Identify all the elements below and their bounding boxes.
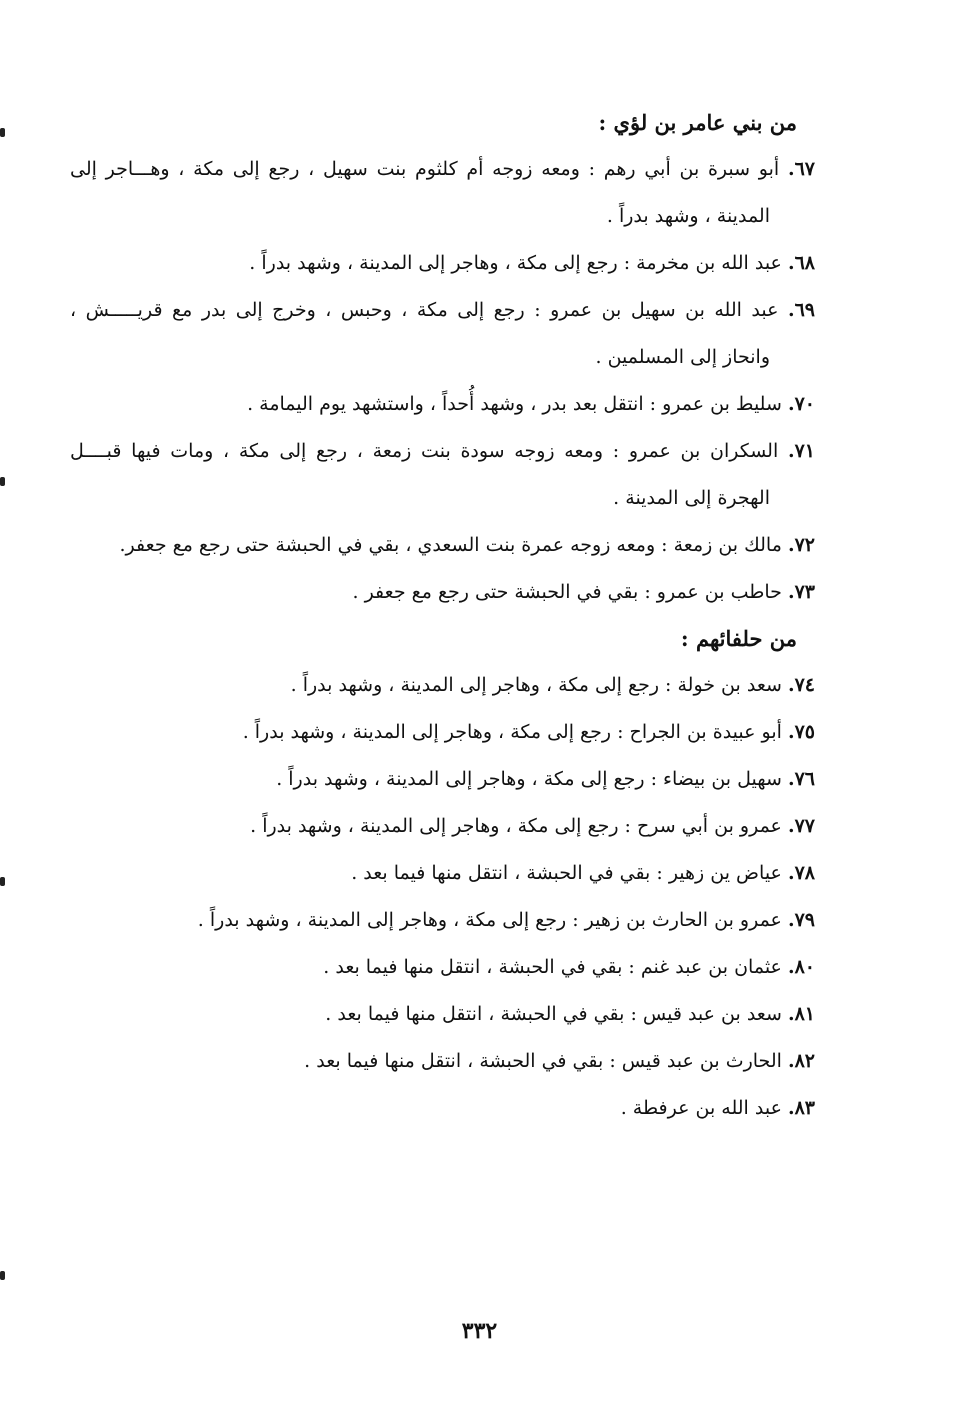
entry-text: سهيل بن بيضاء : رجع إلى مكة ، وهاجر إلى المدينة ، وشهد بدراً .	[276, 768, 782, 790]
entry-number: ٨٠.	[787, 956, 815, 978]
list-item	[70, 991, 815, 1038]
entry-text: عمرو بن أبي سرح : رجع إلى مكة ، وهاجر إلى المدينة ، وشهد بدراً .	[250, 815, 782, 837]
list-item	[70, 662, 815, 709]
entry-number: ٧٠.	[787, 393, 815, 415]
entry-number: ٧٢.	[787, 534, 815, 556]
entry-number: ٦٨.	[787, 252, 815, 274]
entry-number: ٨١.	[787, 1003, 815, 1025]
entry-text: مالك بن زمعة : ومعه زوجه عمرة بنت السعدي ، بقي في الحبشة حتى رجع مع جعفر.	[119, 534, 782, 556]
entry-number: ٦٧.	[787, 158, 815, 180]
entry-text: عياض ين زهير : بقي في الحبشة ، انتقل منها فيما بعد .	[351, 862, 782, 884]
list-item	[70, 381, 815, 428]
entry-text: عثمان بن عبد غنم : بقي في الحبشة ، انتقل منها فيما بعد .	[323, 956, 782, 978]
entry-text: أبو عبيدة بن الجراح : رجع إلى مكة ، وهاجر إلى المدينة ، وشهد بدراً .	[242, 721, 782, 743]
entry-text: سليط بن عمرو : انتقل بعد بدر ، وشهد أُحداً ، واستشهد يوم اليمامة .	[247, 393, 782, 415]
scan-margin-mark	[0, 1271, 5, 1280]
entry-number: ٧٦.	[787, 768, 815, 790]
entry-number: ٨٣.	[787, 1097, 815, 1119]
list-item	[70, 287, 815, 381]
list-item	[70, 944, 815, 991]
section-heading-bani-amir: من بني عامر بن لؤي :	[598, 110, 797, 135]
entry-text: السكران بن عمرو : ومعه زوجه سودة بنت زمعة ، رجع إلى مكة ، ومات فيها قبــــل	[70, 440, 779, 462]
scan-margin-mark	[0, 128, 5, 137]
list-item	[70, 522, 815, 569]
list-item	[70, 240, 815, 287]
list-item	[70, 709, 815, 756]
list-item	[70, 569, 815, 616]
entry-text-continuation: الهجرة إلى المدينة .	[613, 487, 770, 509]
list-item	[70, 146, 815, 240]
scan-margin-mark	[0, 877, 5, 886]
list-item	[70, 1085, 815, 1132]
scan-margin-mark	[0, 477, 5, 486]
entry-text: سعد بن عبد قيس : بقي في الحبشة ، انتقل منها فيما بعد .	[325, 1003, 782, 1025]
page-content	[70, 100, 815, 1132]
entry-text: الحارث بن عبد قيس : بقي في الحبشة ، انتقل منها فيما بعد .	[304, 1050, 782, 1072]
entry-number: ٦٩.	[787, 299, 815, 321]
list-item	[70, 1038, 815, 1085]
entry-text: أبو سبرة بن أبي رهم : ومعه زوجه أم كلثوم بنت سهيل ، رجع إلى مكة ، وهـــاجر إلى	[70, 158, 780, 180]
list-item	[70, 850, 815, 897]
page-number: ٣٣٢	[461, 1318, 498, 1344]
entry-number: ٧٩.	[787, 909, 815, 931]
entry-text: عمرو بن الحارث بن زهير : رجع إلى مكة ، وهاجر إلى المدينة ، وشهد بدراً .	[197, 909, 782, 931]
list-item	[70, 803, 815, 850]
entry-number: ٧١.	[787, 440, 815, 462]
entry-number: ٧٤.	[787, 674, 815, 696]
list-item	[70, 897, 815, 944]
entry-text: سعد بن خولة : رجع إلى مكة ، وهاجر إلى المدينة ، وشهد بدراً .	[290, 674, 782, 696]
entry-number: ٧٣.	[787, 581, 815, 603]
entry-number: ٧٨.	[787, 862, 815, 884]
entry-text-continuation: المدينة ، وشهد بدراً .	[606, 205, 770, 227]
entry-number: ٧٥.	[787, 721, 815, 743]
entry-text: عبد الله بن عرفطة .	[620, 1097, 782, 1119]
entry-number: ٨٢.	[787, 1050, 815, 1072]
list-item	[70, 756, 815, 803]
list-item	[70, 428, 815, 522]
entry-text-continuation: وانحاز إلى المسلمين .	[595, 346, 770, 368]
entry-number: ٧٧.	[787, 815, 815, 837]
entry-text: حاطب بن عمرو : بقي في الحبشة حتى رجع مع جعفر .	[352, 581, 782, 603]
entry-text: عبد الله بن مخرمة : رجع إلى مكة ، وهاجر إلى المدينة ، وشهد بدراً .	[249, 252, 782, 274]
section-heading-allies: من حلفائهم :	[680, 626, 797, 651]
entry-text: عبد الله بن سهيل بن عمرو : رجع إلى مكة ، وحبس ، وخرج إلى بدر مع قريـــــش ،	[70, 299, 779, 321]
